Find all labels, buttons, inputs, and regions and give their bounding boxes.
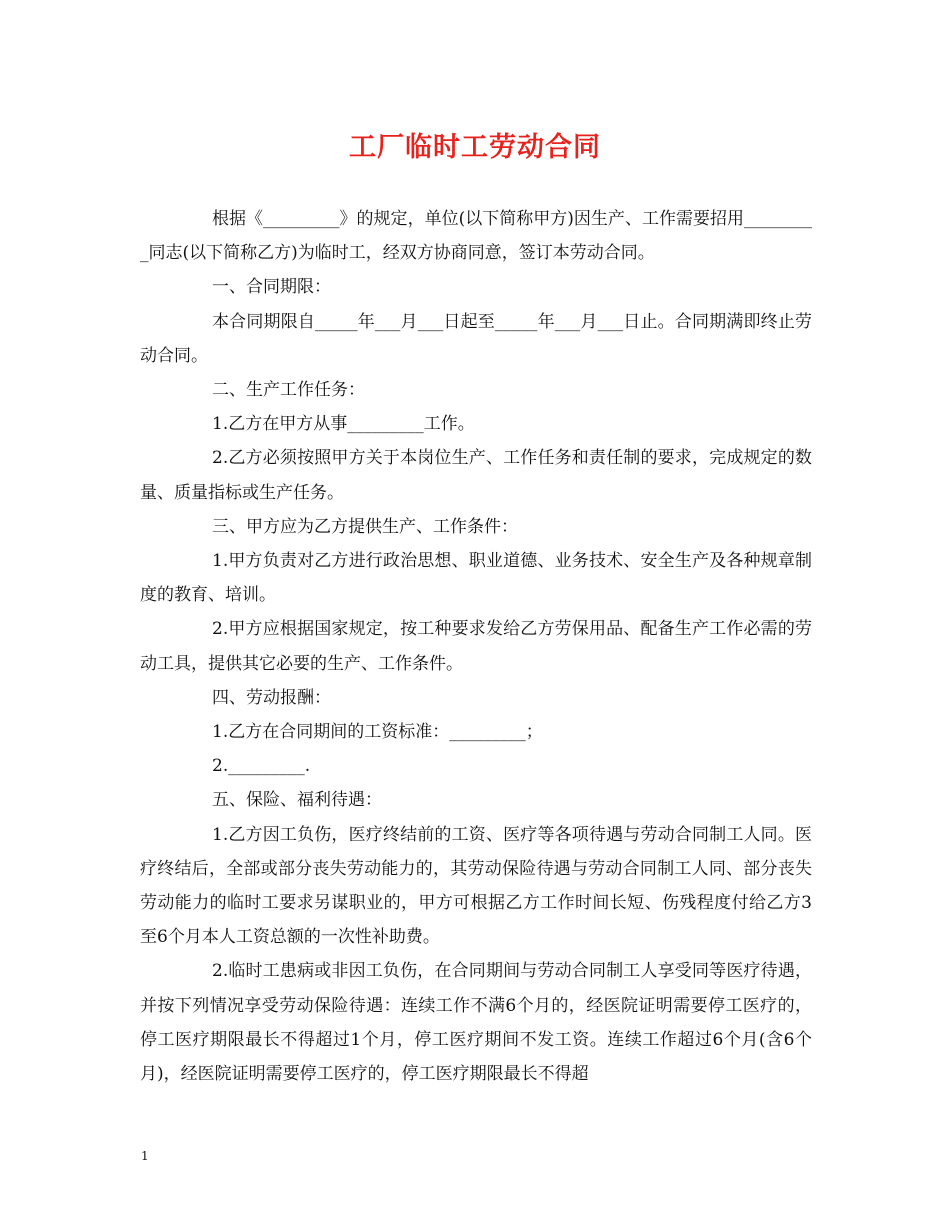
work-task-item-1: 1.乙方在甲方从事_________工作。 (212, 414, 475, 435)
section-heading-contract-term: 一、合同期限： (212, 277, 331, 298)
section-heading-insurance-benefits: 五、保险、福利待遇： (212, 790, 382, 811)
insurance-item-1: 1.乙方因工负伤，医疗终结前的工资、医疗等各项待遇与劳动合同制工人同。医疗终结后，全部或部分丧失劳动能力的，其劳动保险待遇与劳动合同制工人同、部分丧失劳动能力的临时工要求另谋职业的，甲方可根据乙方工作时间长短、伤残程度付给乙方3至6个月本人工资总额的一次性补助费。 (140, 824, 812, 948)
document-title: 工厂临时工劳动合同 (349, 132, 601, 163)
insurance-item-2: 2.临时工患病或非因工负伤，在合同期间与劳动合同制工人享受同等医疗待遇，并按下列情况享受劳动保险待遇：连续工作不满6个月的，经医院证明需要停工医疗的，停工医疗期限最长不得超过1个月，停工医疗期间不发工资。连续工作超过6个月(含6个月)，经医院证明需要停工医疗的，停工医疗期限最长不得超 (140, 961, 812, 1085)
work-task-item-2: 2.乙方必须按照甲方关于本岗位生产、工作任务和责任制的要求，完成规定的数量、质量指标或生产任务。 (140, 448, 812, 503)
document-body (140, 202, 812, 1091)
work-condition-item-2: 2.甲方应根据国家规定，按工种要求发给乙方劳保用品、配备生产工作必需的劳动工具，提供其它必要的生产、工作条件。 (140, 619, 812, 674)
section-heading-remuneration: 四、劳动报酬： (212, 687, 331, 708)
section-heading-work-conditions: 三、甲方应为乙方提供生产、工作条件： (212, 516, 518, 537)
intro-paragraph: 根据《_________》的规定，单位(以下简称甲方)因生产、工作需要招用_________同志(以下简称乙方)为临时工，经双方协商同意，签订本劳动合同。 (140, 209, 812, 264)
section-heading-work-tasks: 二、生产工作任务： (212, 380, 365, 401)
remuneration-item-1: 1.乙方在合同期间的工资标准：_________； (212, 722, 543, 743)
work-condition-item-1: 1.甲方负责对乙方进行政治思想、职业道德、业务技术、安全生产及各种规章制度的教育、培训。 (140, 551, 812, 606)
remuneration-item-2: 2._________. (212, 756, 311, 777)
contract-term-paragraph: 本合同期限自_____年___月___日起至_____年___月___日止。合同期满即终止劳动合同。 (140, 311, 812, 366)
page-number: 1 (141, 1149, 149, 1163)
